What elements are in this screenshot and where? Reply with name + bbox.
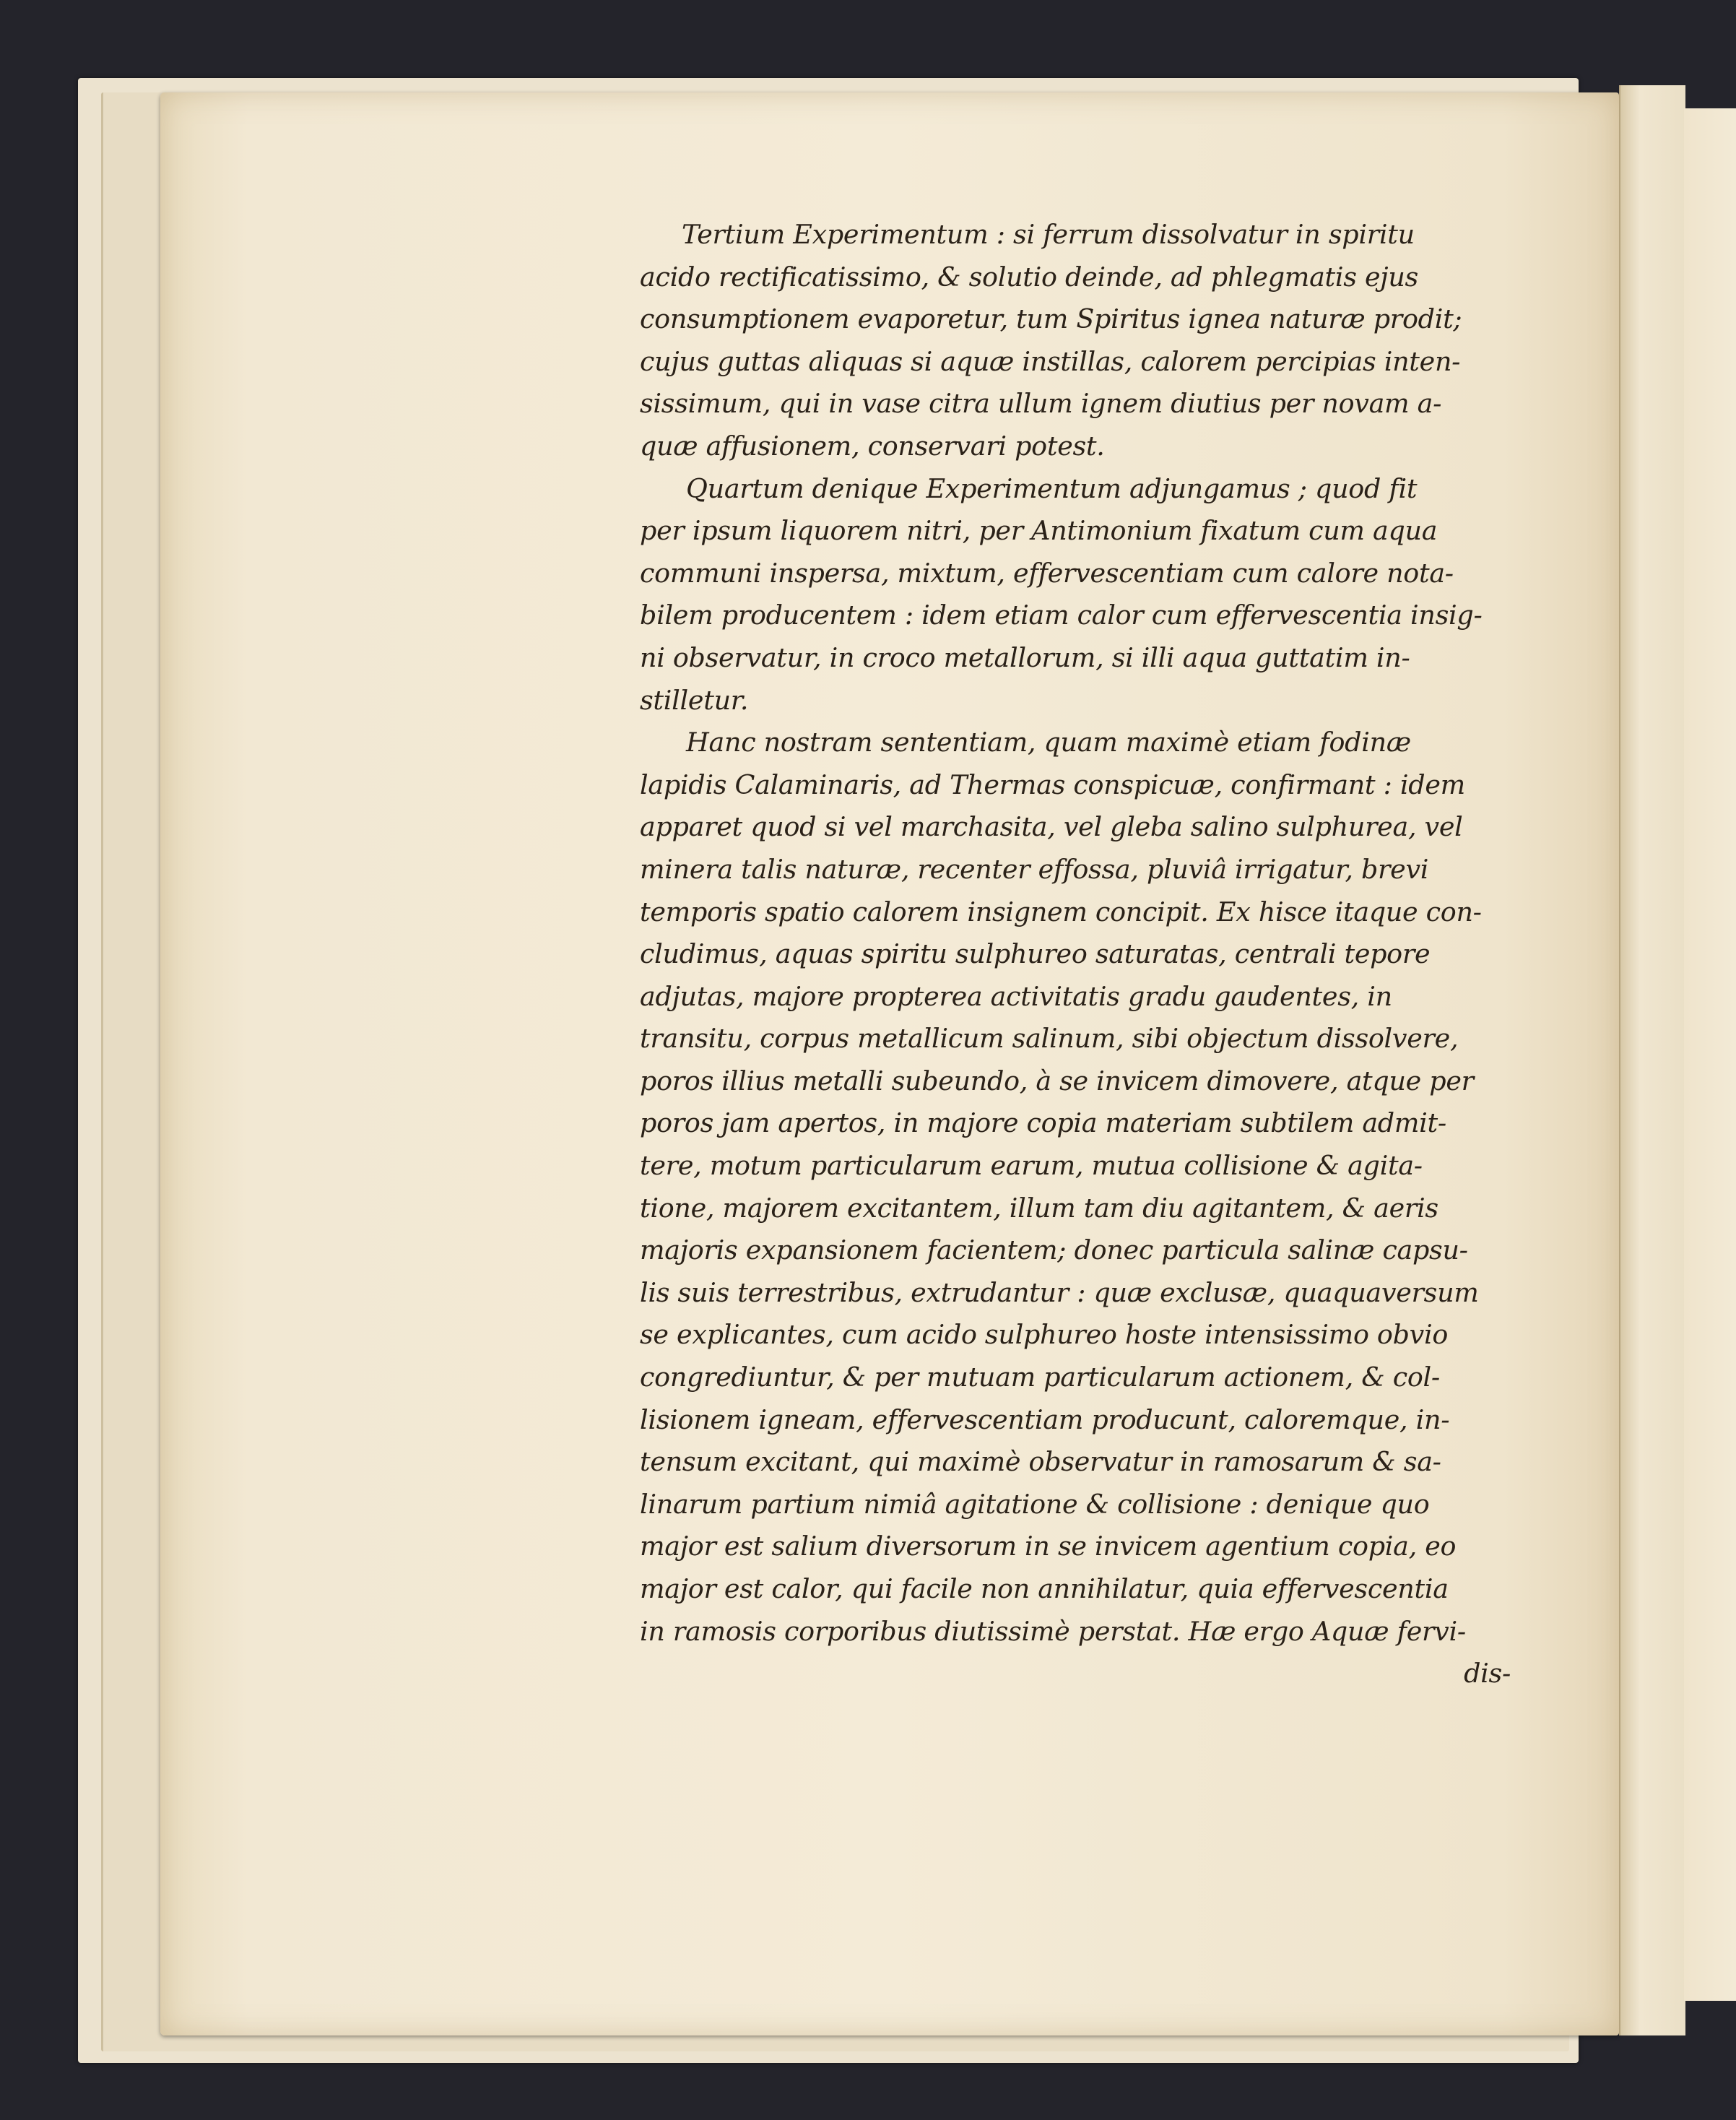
text-line: se explicantes, cum acido sulphureo hoste intensissimo obvio [640,1319,1449,1351]
text-line: temporis spatio calorem insignem concipit. Ex hisce itaque con- [640,896,1482,927]
text-line: minera talis naturæ, recenter effossa, pluviâ irrigatur, brevi [640,853,1429,885]
text-line: major est calor, qui facile non annihilatur, quia effervescentia [640,1573,1449,1604]
text-line: linarum partium nimiâ agitatione & collisione : denique quo [640,1488,1430,1520]
text-line: Tertium Experimentum : si ferrum dissolvatur in spiritu [682,219,1415,250]
catchword: dis- [1464,1658,1511,1689]
text-line: lis suis terrestribus, extrudantur : quæ exclusæ, quaquaversum [640,1276,1479,1308]
text-line: major est salium diversorum in se invicem agentium copia, eo [640,1531,1457,1562]
page-text [640,214,1511,1695]
text-line: quæ affusionem, conservari potest. [640,430,1105,462]
text-line: poros illius metalli subeundo, à se invicem dimovere, atque per [640,1065,1474,1096]
text-line: bilem producentem : idem etiam calor cum effervescentia insig- [640,600,1483,631]
text-line: congrediuntur, & per mutuam particularum actionem, & col- [640,1362,1440,1393]
text-line: lapidis Calaminaris, ad Thermas conspicuæ, confirmant : idem [640,769,1465,800]
text-line: Quartum denique Experimentum adjungamus ; quod fit [686,472,1418,504]
gutter-fold [1619,85,1685,2035]
text-line: transitu, corpus metallicum salinum, sibi objectum dissolvere, [640,1023,1459,1055]
text-line: per ipsum liquorem nitri, per Antimonium fixatum cum aqua [640,515,1438,547]
text-line: acido rectificatissimo, & solutio deinde, ad phlegmatis ejus [640,261,1418,293]
text-line: in ramosis corporibus diutissimè perstat. Hæ ergo Aquæ fervi- [640,1615,1466,1647]
text-line: poros jam apertos, in majore copia materiam subtilem admit- [640,1107,1446,1139]
text-line: cujus guttas aliquas si aquæ instillas, calorem percipias inten- [640,345,1461,377]
text-line: lisionem igneam, effervescentiam producunt, caloremque, in- [640,1403,1450,1435]
text-line: sissimum, qui in vase citra ullum ignem diutius per novam a- [640,388,1442,420]
text-line: Hanc nostram sententiam, quam maximè etiam fodinæ [686,727,1411,758]
text-line: ni observatur, in croco metallorum, si illi aqua guttatim in- [640,641,1410,673]
text-line: consumptionem evaporetur, tum Spiritus ignea naturæ prodit; [640,303,1462,335]
text-line: adjutas, majore propterea activitatis gradu gaudentes, in [640,980,1392,1012]
text-line: majoris expansionem facientem; donec particula salinæ capsu- [640,1234,1468,1266]
text-line: apparet quod si vel marchasita, vel gleba salino sulphurea, vel [640,811,1463,843]
text-line: tere, motum particularum earum, mutua collisione & agita- [640,1150,1423,1182]
text-line: cludimus, aquas spiritu sulphureo saturatas, centrali tepore [640,938,1431,970]
facing-page-edge [1684,108,1736,2001]
text-line: tensum excitant, qui maximè observatur in ramosarum & sa- [640,1446,1441,1478]
text-line: communi inspersa, mixtum, effervescentiam cum calore nota- [640,557,1454,589]
text-line: stilletur. [640,684,749,716]
text-line: tione, majorem excitantem, illum tam diu agitantem, & aeris [640,1192,1438,1224]
